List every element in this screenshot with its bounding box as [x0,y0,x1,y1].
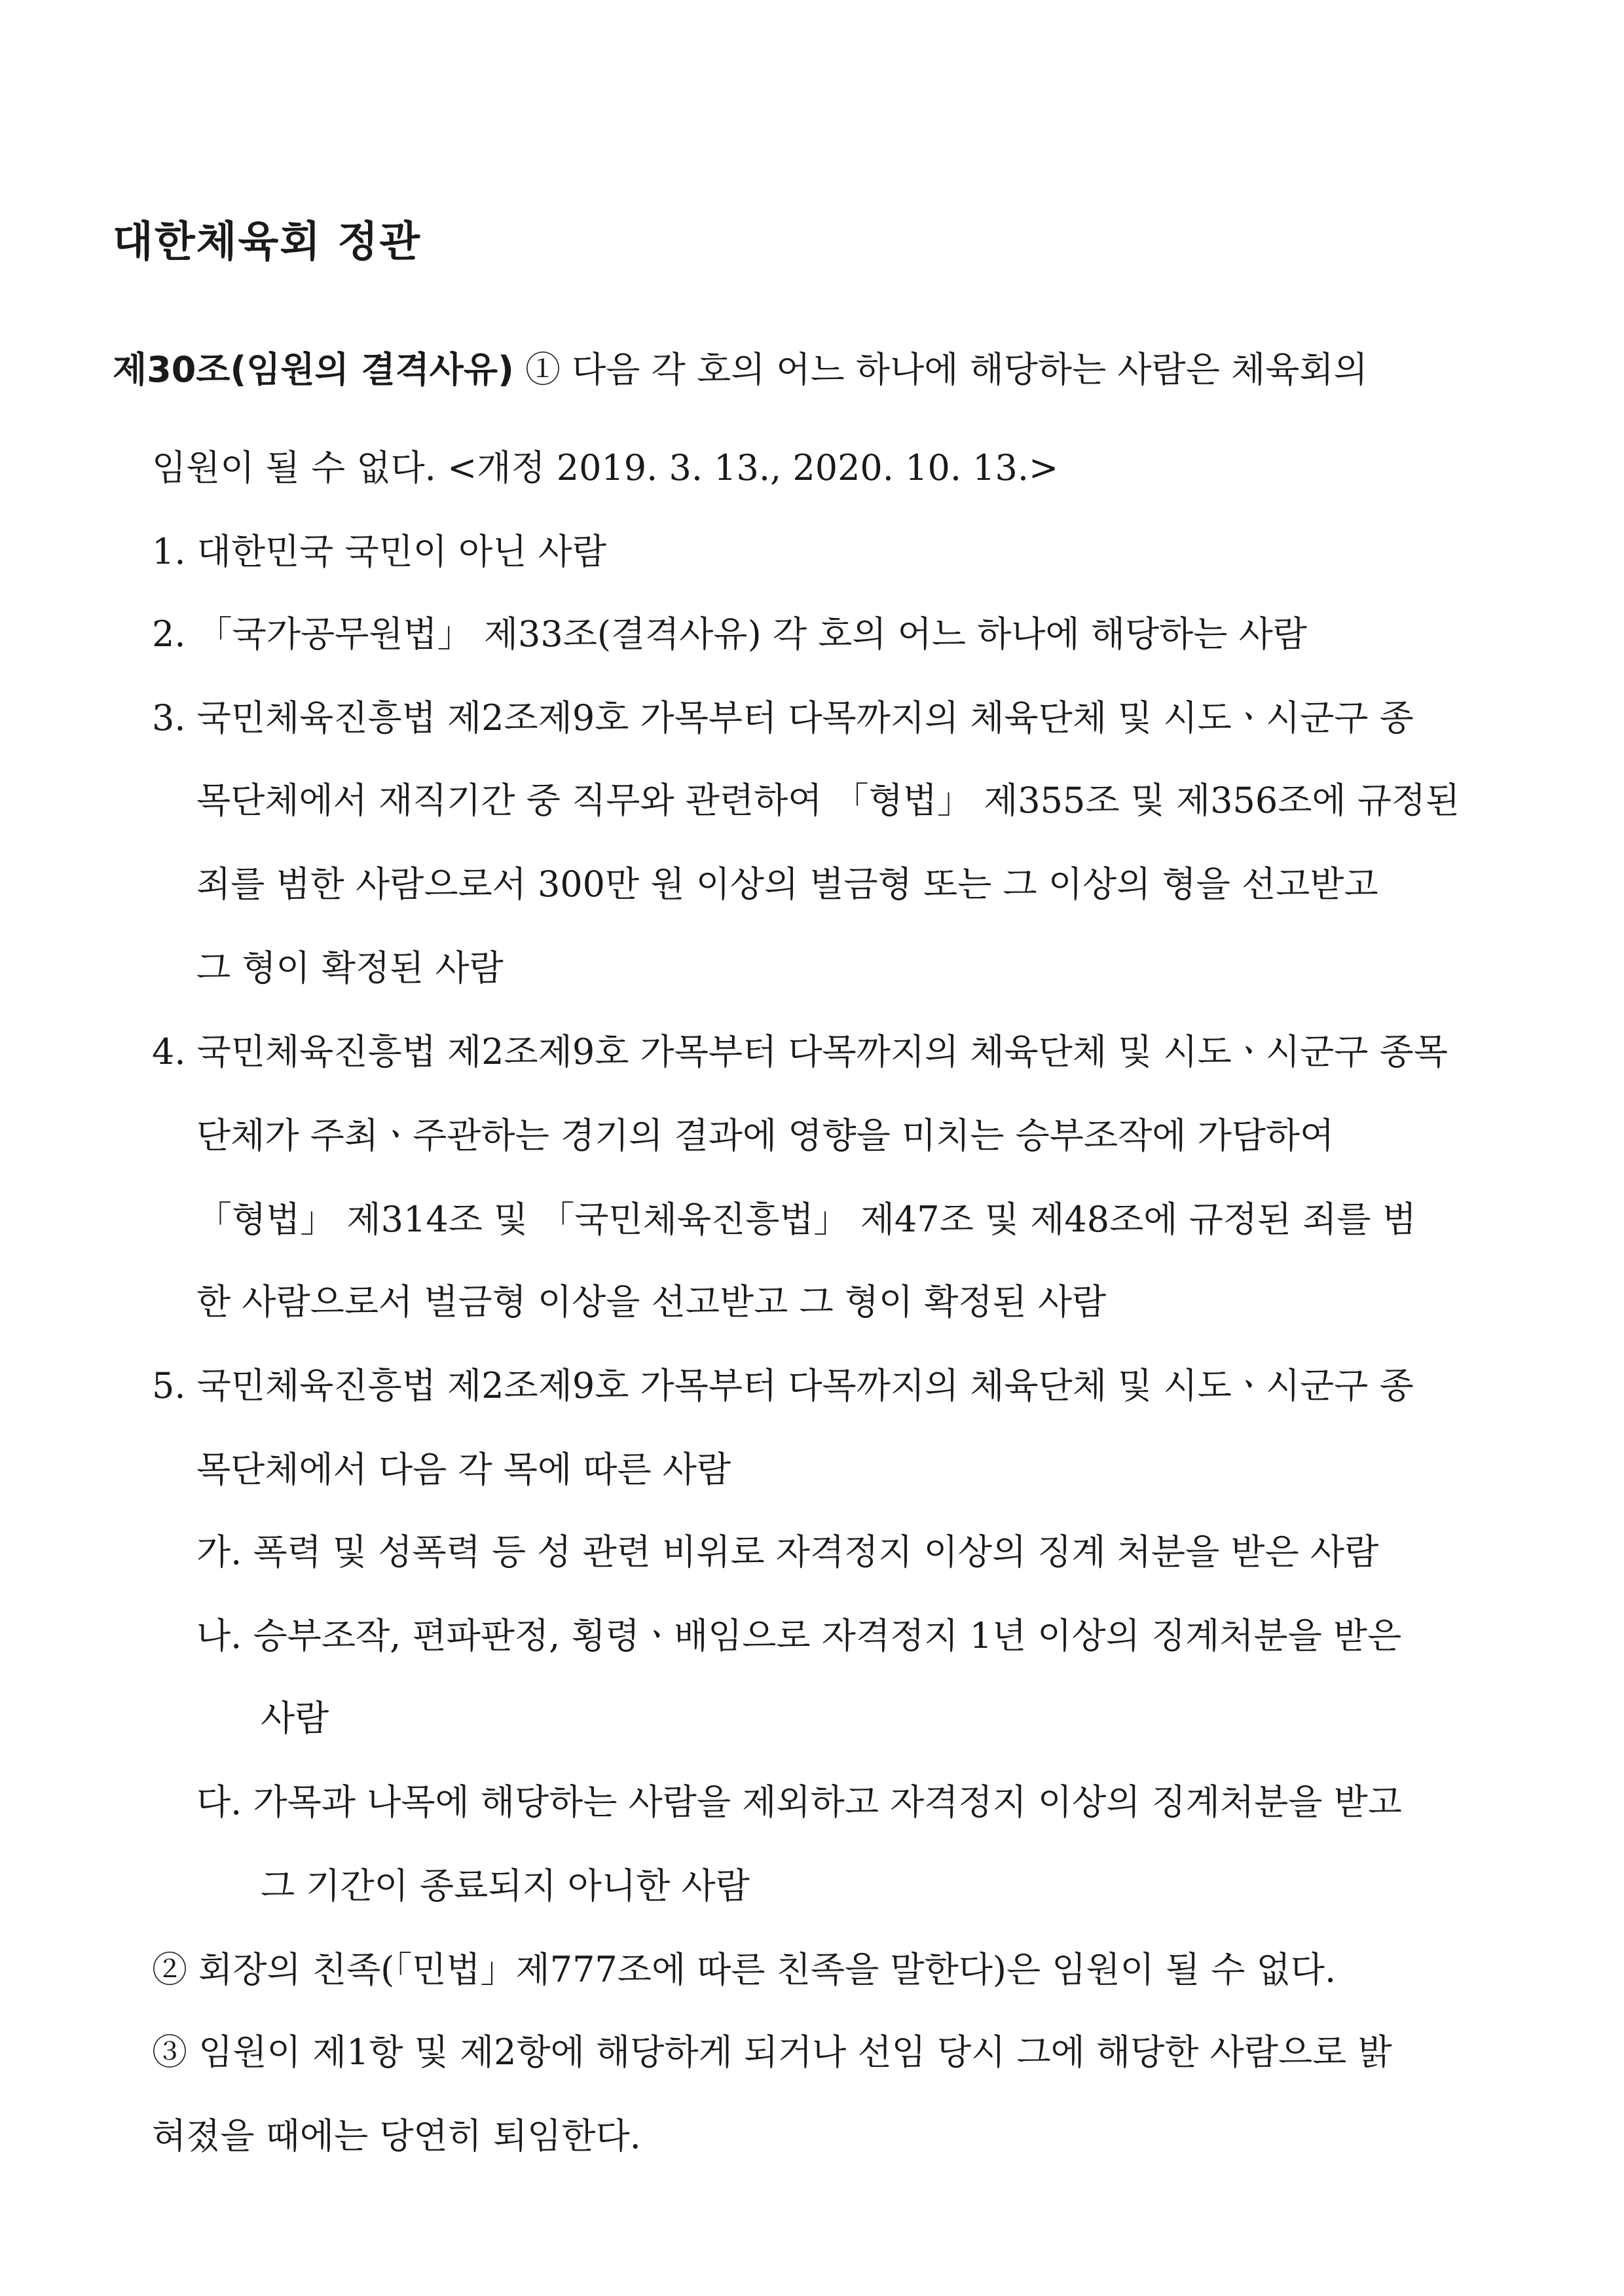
list-item-5-line-1: 5. 국민체육진흥법 제2조제9호 가목부터 다목까지의 체육단체 및 시도ㆍ시군구 종 [152,1365,1414,1406]
sub-item-na-line-1: 나. 승부조작, 편파판정, 횡령ㆍ배임으로 자격정지 1년 이상의 징계처분을 받은 [196,1615,1402,1656]
article-first-line [113,349,1368,390]
list-item-3-line-3: 죄를 범한 사람으로서 300만 원 이상의 벌금형 또는 그 이상의 형을 선고받고 [196,864,1378,905]
list-item-3-line-2: 목단체에서 재직기간 중 직무와 관련하여 「형법」 제355조 및 제356조에 규정된 [196,780,1460,821]
list-item-1: 1. 대한민국 국민이 아닌 사람 [152,531,606,572]
list-item-3-line-1: 3. 국민체육진흥법 제2조제9호 가목부터 다목까지의 체육단체 및 시도ㆍ시군구 종 [152,697,1414,738]
paragraph-3-line-1: ③ 임원이 제1항 및 제2항에 해당하게 되거나 선임 당시 그에 해당한 사람으로 밝 [152,2032,1392,2073]
document-title: 대한체육회 정관 [113,218,422,266]
sub-item-da-line-1: 다. 가목과 나목에 해당하는 사람을 제외하고 자격정지 이상의 징계처분을 받고 [196,1781,1402,1823]
list-item-4-line-1: 4. 국민체육진흥법 제2조제9호 가목부터 다목까지의 체육단체 및 시도ㆍ시군구 종목 [152,1031,1448,1072]
sub-item-ga: 가. 폭력 및 성폭력 등 성 관련 비위로 자격정지 이상의 징계 처분을 받은 사람 [196,1531,1379,1573]
list-item-4-line-2: 단체가 주최ㆍ주관하는 경기의 결과에 영향을 미치는 승부조작에 가담하여 [196,1115,1335,1156]
paragraph-3-line-2: 혀졌을 때에는 당연히 퇴임한다. [152,2115,641,2157]
sub-item-na-line-2: 사람 [261,1698,329,1739]
list-item-4-line-3: 「형법」 제314조 및 「국민체육진흥법」 제47조 및 제48조에 규정된 죄를 범 [196,1199,1416,1240]
sub-item-da-line-2: 그 기간이 종료되지 아니한 사람 [261,1865,750,1906]
list-item-5-line-2: 목단체에서 다음 각 목에 따른 사람 [196,1449,731,1490]
article-heading: 제30조(임원의 결격사유) [113,349,514,390]
paragraph-2: ② 회장의 친족(「민법」제777조에 따른 친족을 말한다)은 임원이 될 수 없다. [152,1949,1337,1990]
list-item-4-line-4: 한 사람으로서 벌금형 이상을 선고받고 그 형이 확정된 사람 [196,1281,1107,1322]
list-item-2: 2. 「국가공무원법」 제33조(결격사유) 각 호의 어느 하나에 해당하는 사람 [152,613,1307,655]
paragraph-1-intro-continued: 임원이 될 수 없다. <개정 2019. 3. 13., 2020. 10. 13.> [152,447,1059,488]
list-item-3-line-4: 그 형이 확정된 사람 [196,947,504,989]
paragraph-1-intro: ① 다음 각 호의 어느 하나에 해당하는 사람은 체육회의 [525,349,1368,390]
